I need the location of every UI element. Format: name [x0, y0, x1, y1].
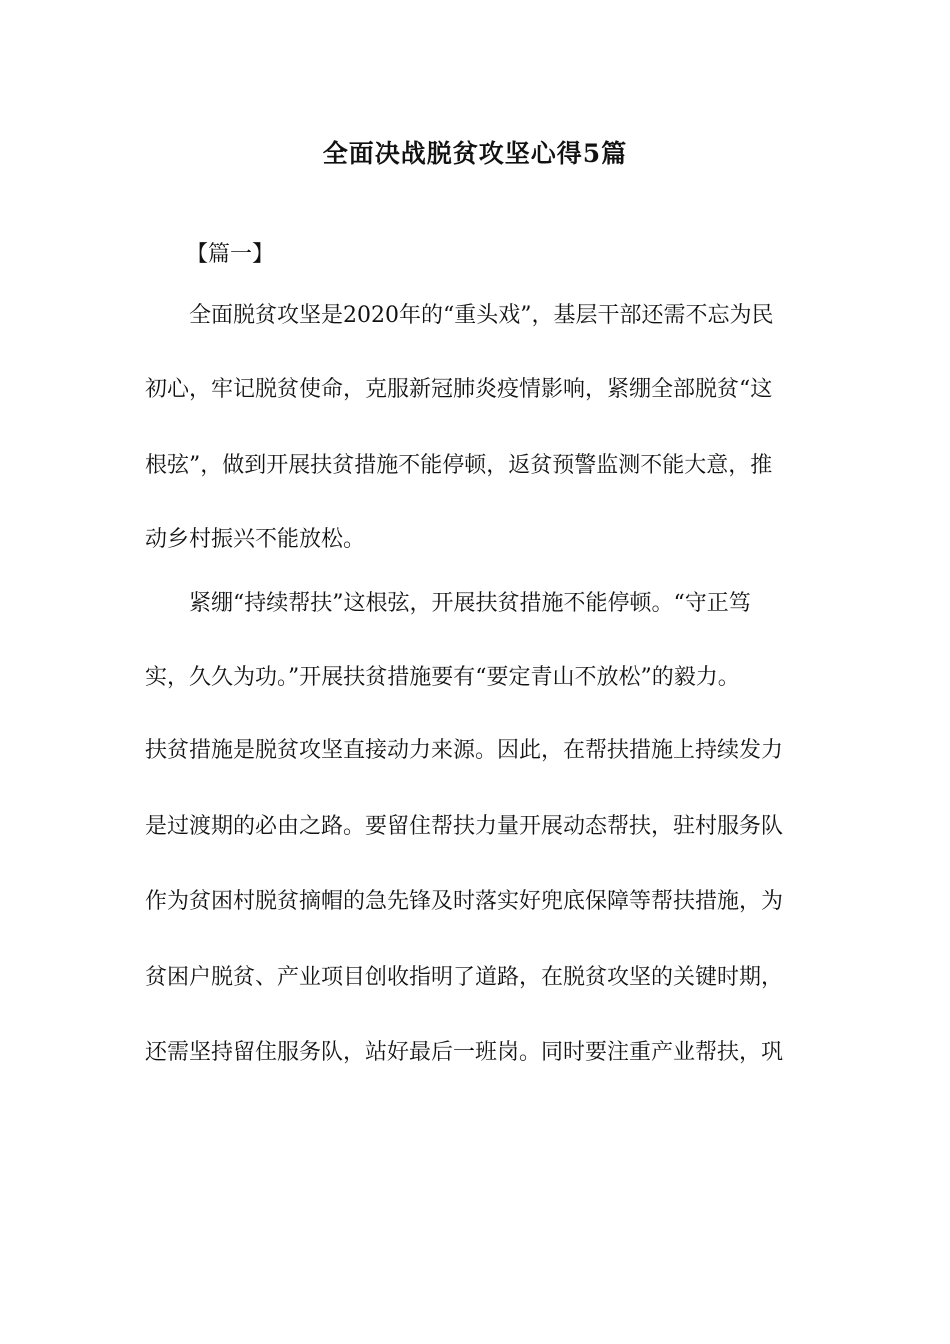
paragraph-line: 还需坚持留住服务队，站好最后一班岗。同时要注重产业帮扶，巩: [145, 1040, 784, 1065]
document-title: 全面决战脱贫攻坚心得5篇: [322, 139, 628, 168]
section-heading: 【篇一】: [186, 242, 275, 267]
paragraph-line: 紧绷“持续帮扶”这根弦，开展扶贫措施不能停顿。“守正笃: [189, 591, 751, 616]
paragraph-line: 全面脱贫攻坚是2020年的“重头戏”，基层干部还需不忘为民: [189, 303, 774, 328]
paragraph-line: 实，久久为功。”开展扶贫措施要有“要定青山不放松”的毅力。: [145, 665, 740, 690]
paragraph-line: 贫困户脱贫、产业项目创收指明了道路，在脱贫攻坚的关键时期，: [145, 965, 784, 990]
paragraph-line: 初心，牢记脱贫使命，克服新冠肺炎疫情影响，紧绷全部脱贫“这: [145, 377, 773, 402]
paragraph-line: 扶贫措施是脱贫攻坚直接动力来源。因此，在帮扶措施上持续发力: [145, 738, 784, 763]
paragraph-line: 动乡村振兴不能放松。: [145, 527, 366, 552]
paragraph-line: 是过渡期的必由之路。要留住帮扶力量开展动态帮扶，驻村服务队: [145, 814, 784, 839]
paragraph-line: 作为贫困村脱贫摘帽的急先锋及时落实好兜底保障等帮扶措施，为: [145, 889, 784, 914]
paragraph-line: 根弦”，做到开展扶贫措施不能停顿，返贫预警监测不能大意，推: [145, 453, 773, 478]
